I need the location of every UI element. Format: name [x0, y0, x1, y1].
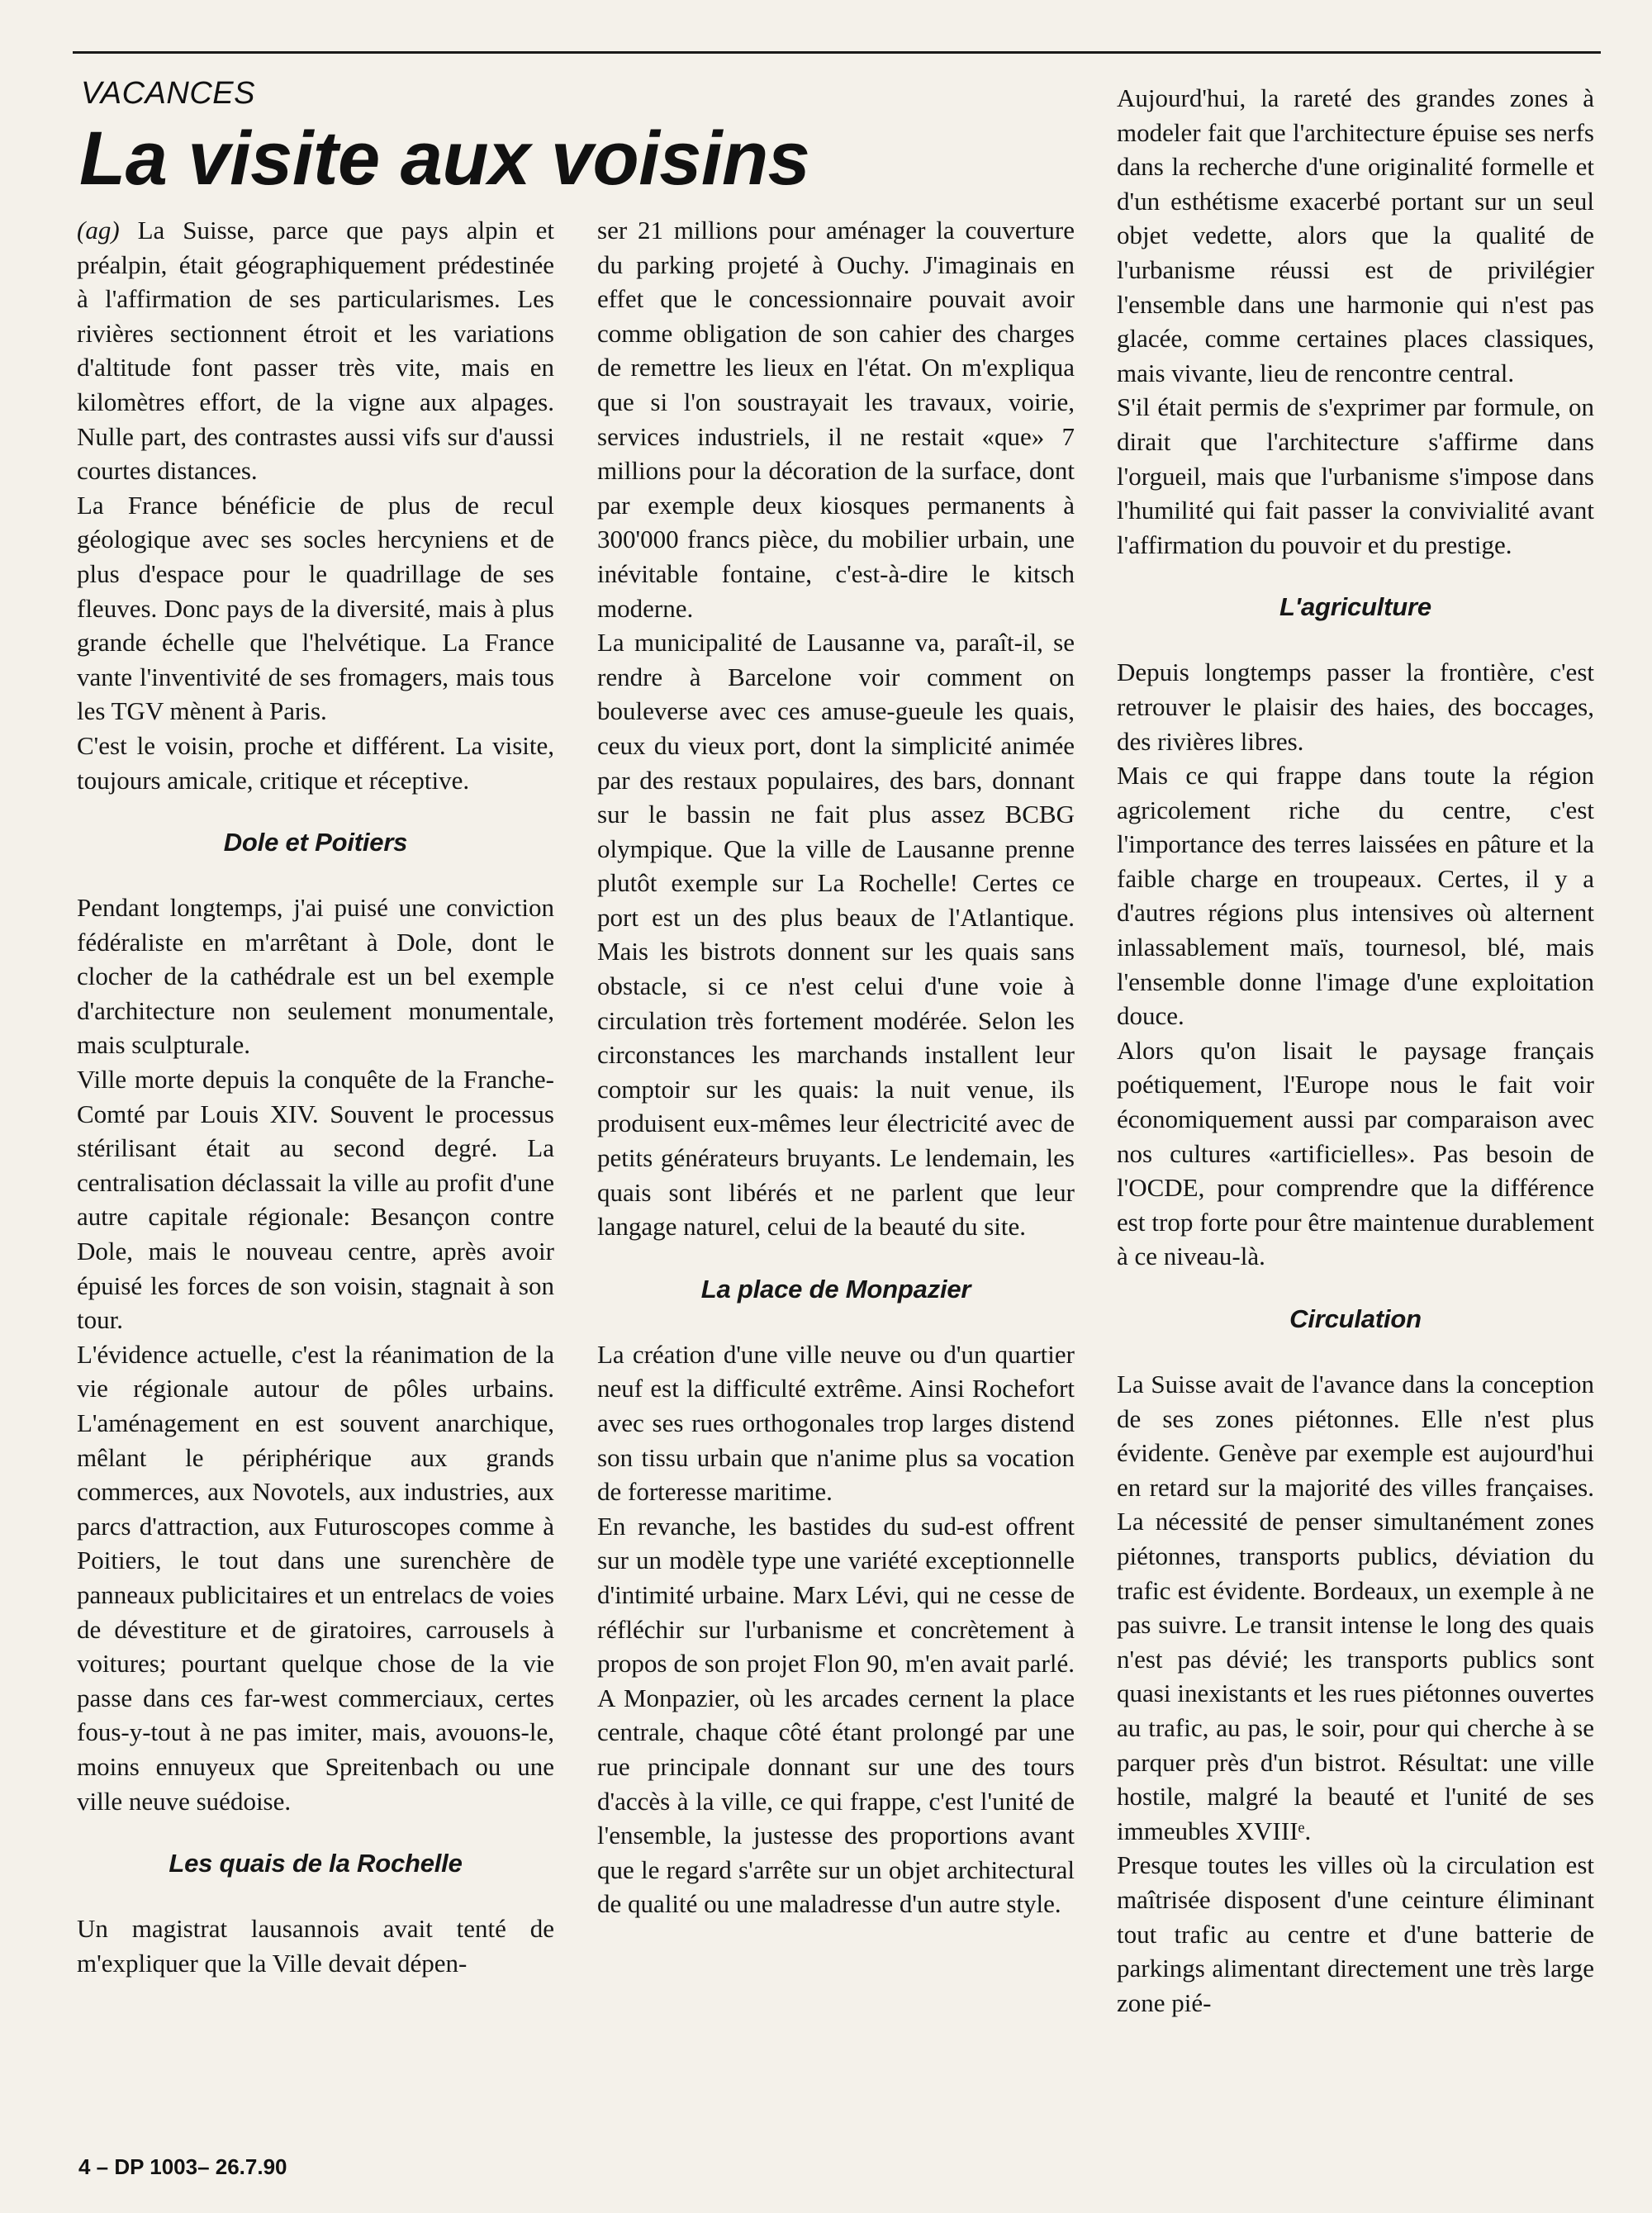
paragraph — [597, 625, 1075, 1244]
paragraph-text: Aujourd'hui, la rareté des grandes zones à modeler fait que l'architecture épuise ses nerfs dans la recherche d'une originalité formelle et d'un esthétisme exacerbé portant sur un seul objet vedette, alors que la qualité de l'urbanisme réussi est de privilégier l'ensemble dans une harmonie qui n'est pas glacée, comme certaines places classiques, mais vivante, lieu de rencontre central. — [1117, 83, 1594, 387]
paragraph — [1117, 1848, 1594, 2020]
paragraph — [77, 729, 554, 797]
paragraph — [597, 1337, 1075, 1509]
author-tag: (ag) — [77, 216, 120, 245]
subheading: L'agriculture — [1279, 592, 1431, 622]
paragraph-text: La Suisse avait de l'avance dans la conception de ses zones piétonnes. Elle n'est plus évidente. Genève par exemple est aujourd'hui en retard sur la majorité des villes françaises. La nécessité de penser simultanément zones piétonnes, transports publics, déviation du trafic est évidente. Bordeaux, un exemple à ne pas suivre. Le transit intense le long des quais n'est pas dévié; les transports publics sont quasi inexistants et les rues piétonnes ouvertes au trafic, au pas, le soir, pour qui cherche à se parquer près d'un bistrot. Résultat: une ville hostile, malgré la beauté et l'unité de ses immeubles XVIIIᵉ. — [1117, 1370, 1594, 1845]
paragraph — [77, 1062, 554, 1337]
section-kicker: VACANCES — [81, 76, 255, 111]
page-footer: 4 – DP 1003– 26.7.90 — [78, 2154, 287, 2179]
subheading: La place de Monpazier — [700, 1274, 971, 1304]
paragraph — [77, 1911, 554, 1980]
paragraph — [597, 213, 1075, 625]
paragraph — [77, 890, 554, 1062]
subheading: Dole et Poitiers — [223, 828, 408, 857]
paragraph-text: Pendant longtemps, j'ai puisé une conviction fédéraliste en m'arrêtant à Dole, dont le clocher de la cathédrale est un bel exemple d'architecture non seulement monumentale, mais sculpturale. — [77, 893, 554, 1060]
paragraph — [77, 1337, 554, 1818]
paragraph-text: Depuis longtemps passer la frontière, c'est retrouver le plaisir des haies, des boccages, des rivières libres. — [1117, 658, 1594, 756]
paragraph-text: Un magistrat lausannois avait tenté de m'expliquer que la Ville devait dépen- — [77, 1914, 554, 1978]
subheading: Circulation — [1289, 1304, 1422, 1333]
paragraph-text: Ville morte depuis la conquête de la Franche-Comté par Louis XIV. Souvent le processus stérilisant était au second degré. La centralisation déclassait la ville au profit d'une autre capitale régionale: Besançon contre Dole, mais le nouveau centre, après avoir épuisé les forces de son voisin, stagnait à son tour. — [77, 1065, 554, 1335]
paragraph-text: La Suisse, parce que pays alpin et préalpin, était géographiquement prédestinée à l'affirmation de ses particularismes. Les rivières sectionnent étroit et les variations d'altitude font passer très vite, mais en kilomètres effort, de la vigne aux alpages. Nulle part, des contrastes aussi vifs sur d'aussi courtes distances. — [77, 216, 555, 486]
paragraph — [1117, 1367, 1594, 1848]
paragraph-text: L'évidence actuelle, c'est la réanimation de la vie régionale autour de pôles urbains. L'aménagement en est souvent anarchique, mêlant le périphérique aux grands commerces, aux Novotels, aux industries, aux parcs d'attraction, aux Futuroscopes comme à Poitiers, le tout dans une surenchère de panneaux publicitaires et un entrelacs de voies de dévestiture et de giratoires, carrousels à voitures; pourtant quelque chose de la vie passe dans ces far-west commerciaux, certes fous-y-tout à ne pas imiter, mais, avouons-le, moins ennuyeux que Spreitenbach ou une ville neuve suédoise. — [77, 1339, 554, 1816]
text-column-1 — [77, 213, 554, 1980]
article-headline: La visite aux voisins — [79, 116, 810, 201]
paragraph-text: S'il était permis de s'exprimer par formule, on dirait que l'architecture s'affirme dans l'orgueil, mais que l'urbanisme s'impose dans l'humilité qui fait passer la convivialité avant l'affirmation du pouvoir et du prestige. — [1117, 392, 1594, 559]
paragraph — [597, 1509, 1075, 1921]
paragraph-text: Mais ce qui frappe dans toute la région agricolement riche du centre, c'est l'importance des terres laissées en pâture et la faible charge en troupeaux. Certes, il y a d'autres régions plus intensives où alternent inlassablement maïs, tournesol, blé, mais l'ensemble donne l'image d'une exploitation douce. — [1117, 761, 1594, 1031]
paragraph-text: En revanche, les bastides du sud-est offrent sur un modèle type une variété exceptionnelle d'intimité urbaine. Marx Lévi, qui ne cesse de réfléchir sur l'urbanisme et concrètement à propos de son projet Flon 90, m'en avait parlé. A Monpazier, où les arcades cernent la place centrale, chaque côté étant prolongé par une rue principale donnant sur une des tours d'accès à la ville, ce qui frappe, c'est l'unité de l'ensemble, la justesse des proportions avant que le regard s'arrête sur un objet architectural de qualité ou une maladresse d'un autre style. — [597, 1511, 1075, 1919]
paragraph — [1117, 81, 1594, 390]
paragraph-text: C'est le voisin, proche et différent. La visite, toujours amicale, critique et réceptive. — [77, 730, 554, 795]
paragraph-text: La création d'une ville neuve ou d'un quartier neuf est la difficulté extrême. Ainsi Rochefort avec ses rues orthogonales trop larges distend son tissu urbain que n'anime plus sa vocation de forteresse maritime. — [597, 1339, 1075, 1507]
paragraph — [1117, 1033, 1594, 1274]
paragraph — [77, 488, 554, 729]
paragraph-text: La municipalité de Lausanne va, paraît-il, se rendre à Barcelone voir comment on bouleverse avec ces amuse-gueule les quais, ceux du vieux port, dont la simplicité animée par des restaux populaires, des bars, donnant sur le bassin ne fait plus assez BCBG olympique. Que la ville de Lausanne prenne plutôt exemple sur La Rochelle! Certes ce port est un des plus beaux de l'Atlantique. Mais les bistrots donnent sur les quais sans obstacle, si ce n'est celui d'une voie à circulation très fortement modérée. Selon les circonstances les marchands installent leur comptoir sur les quais: la nuit venue, ils produisent eux-mêmes leur électricité avec de petits générateurs bruyants. Le lendemain, les quais sont libérés et ne parlent que leur langage naturel, celui de la beauté du site. — [597, 628, 1075, 1242]
paragraph — [77, 213, 554, 488]
subheading: Les quais de la Rochelle — [169, 1849, 463, 1878]
paragraph-text: La France bénéficie de plus de recul géologique avec ses socles hercyniens et de plus d'espace pour le quadrillage de ses fleuves. Donc pays de la diversité, mais à plus grande échelle que l'helvétique. La France vante l'inventivité de ses fromagers, mais tous les TGV mènent à Paris. — [77, 490, 554, 726]
text-column-2 — [597, 213, 1075, 1921]
paragraph — [1117, 390, 1594, 562]
paragraph — [1117, 655, 1594, 758]
paragraph-text: Presque toutes les villes où la circulation est maîtrisée disposent d'une ceinture éliminant tout trafic au centre et d'une batterie de parkings alimentant directement une très large zone pié- — [1117, 1850, 1594, 2017]
paragraph-text: ser 21 millions pour aménager la couverture du parking projeté à Ouchy. J'imaginais en effet que le concessionnaire pouvait avoir comme obligation de son cahier des charges de remettre les lieux en l'état. On m'expliqua que si l'on soustrayait les travaux, voirie, services industriels, il ne restait «que» 7 millions pour la décoration de la surface, dont par exemple deux kiosques permanents à 300'000 francs pièce, du mobilier urbain, une inévitable fontaine, c'est-à-dire le kitsch moderne. — [597, 216, 1075, 623]
text-column-3 — [1117, 81, 1594, 2020]
paragraph-text: Alors qu'on lisait le paysage français poétiquement, l'Europe nous le fait voir économiquement aussi par comparaison avec nos cultures «artificielles». Pas besoin de l'OCDE, pour comprendre que la différence est trop forte pour être maintenue durablement à ce niveau-là. — [1117, 1035, 1594, 1271]
paragraph — [1117, 758, 1594, 1033]
top-rule — [73, 51, 1601, 54]
